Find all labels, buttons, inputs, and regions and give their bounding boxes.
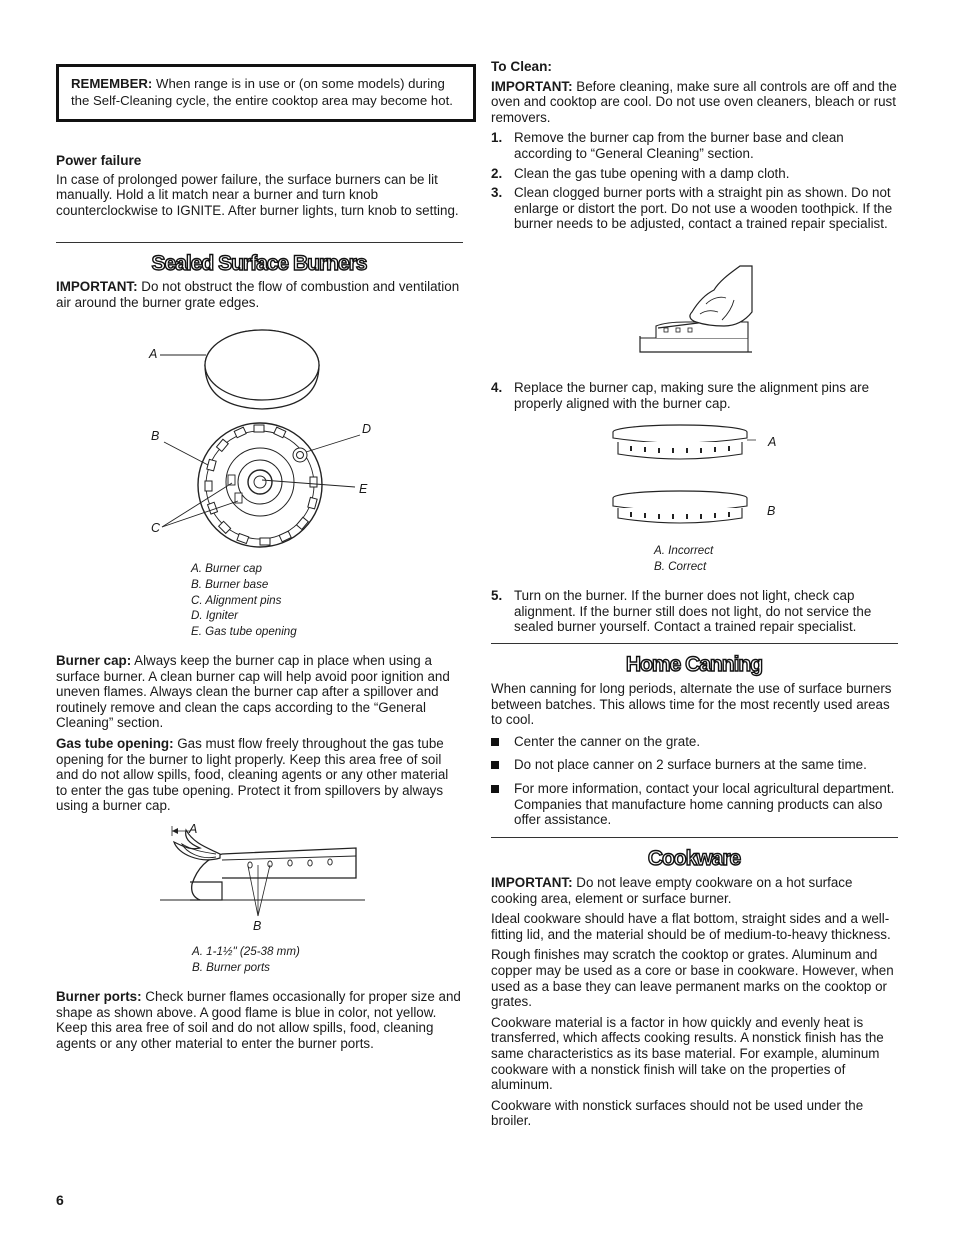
caption-alignment-pins: C. Alignment pins (191, 593, 282, 607)
list-item (491, 734, 897, 750)
cap-captions (654, 543, 854, 575)
cookware-title: Cookware (647, 847, 741, 870)
flame-label-a: A (189, 822, 198, 836)
burner-cap-paragraph (56, 653, 462, 731)
to-clean-important-text: Before cleaning, make sure all controls are off and the oven and cooktop are cool. Do not use oven cleaners, bleach or rust removers. (491, 78, 897, 125)
caption-burner-cap: A. Burner cap (191, 562, 262, 575)
fig-label-d: D (362, 422, 372, 436)
section-divider (491, 643, 898, 644)
fig-label-a: A (149, 347, 158, 361)
remember-box (56, 64, 476, 122)
remember-label: REMEMBER: (71, 76, 153, 91)
sealed-burners-title: Sealed Surface Burners (151, 252, 367, 275)
power-failure-text: In case of prolonged power failure, the surface burners can be lit manually. Hold a lit match near a burner and turn knob counterclockwise to IGNITE. After burner lights, turn knob to setting. (56, 171, 459, 218)
gas-tube-paragraph (56, 736, 462, 814)
power-failure-heading: Power failure (56, 153, 142, 168)
bullet-text: Do not place canner on 2 surface burners at the same time. (514, 757, 867, 773)
cookware-paragraph: Rough finishes may scratch the cooktop or grates. Aluminum and copper may be used as a core or base in cookware. However, when used as a base they can leave permanent marks on the cooktop or grates. (491, 947, 894, 1010)
to-clean-important-label: IMPORTANT: (491, 78, 573, 94)
step-text: Clean clogged burner ports with a straight pin as shown. Do not enlarge or distort the port. Do not use a wooden toothpick. If the burner needs to be adjusted, contact a trained repair specialist. (514, 185, 893, 232)
burner-cap-label: Burner cap: (56, 653, 132, 668)
caption-burner-base: B. Burner base (191, 577, 269, 591)
cookware-important-label: IMPORTANT: (491, 875, 573, 890)
step-item (491, 380, 897, 411)
gas-tube-text: Gas must flow freely throughout the gas tube opening for the burner to light properly. Keep this area free of soil and do not allow spills, food, cleaning agents or any other material to enter the gas tube opening. Protect it from spillovers by always using a burner cap. (56, 735, 449, 814)
fig-label-e: E (359, 482, 368, 496)
step-item (491, 588, 897, 635)
home-canning-intro: When canning for long periods, alternate the use of surface burners between batches. This allows time for the most recently used areas to cool. (491, 681, 892, 728)
step-text: Replace the burner cap, making sure the alignment pins are properly aligned with the burner cap. (514, 380, 870, 411)
bullet-text: Center the canner on the grate. (514, 733, 701, 749)
step-number: 3. (491, 185, 503, 201)
step-number: 4. (491, 380, 503, 395)
caption-incorrect: A. Incorrect (654, 544, 714, 557)
burner-ports-label: Burner ports: (56, 989, 142, 1004)
step-item (491, 185, 897, 232)
section-divider (491, 837, 898, 838)
bullet-icon (491, 761, 499, 769)
step-item (491, 166, 897, 182)
cap-label-b: B (767, 504, 776, 518)
step-number: 2. (491, 165, 503, 181)
page-number: 6 (56, 1192, 64, 1208)
to-clean-heading: To Clean: (491, 59, 552, 74)
flame-diagram (160, 824, 365, 924)
cookware-important (491, 875, 897, 906)
flame-label-b: B (253, 919, 262, 933)
list-item (491, 781, 897, 828)
step-item (491, 130, 897, 161)
burner-ports-text: Check burner flames occasionally for proper size and shape as shown above. A good flame is blue in color, not yellow. Keep this area free of soil and do not allow spills, food, cleaning agents or any other material to enter the burner ports. (56, 989, 461, 1051)
cleaning-steps-list (491, 130, 897, 232)
burner-diagram (140, 325, 380, 555)
bullet-icon (491, 785, 499, 793)
caption-gas-tube: E. Gas tube opening (191, 625, 297, 639)
step-four-block (491, 380, 897, 415)
caption-correct: B. Correct (654, 559, 707, 573)
caption-flame-height: A. 1-1½" (25-38 mm) (192, 945, 300, 958)
cap-alignment-diagram (608, 420, 756, 532)
section-divider (56, 242, 463, 243)
caption-igniter: D. Igniter (191, 609, 239, 623)
step-text: Remove the burner cap from the burner base and clean according to “General Cleaning” section. (514, 130, 844, 161)
fig-label-b: B (151, 429, 160, 443)
flame-captions (192, 944, 392, 976)
cleaning-steps-list-cont (491, 380, 897, 411)
gas-tube-label: Gas tube opening: (56, 735, 174, 751)
step-text: Clean the gas tube opening with a damp cloth. (514, 165, 790, 181)
cap-label-a: A (768, 435, 777, 449)
to-clean-important (491, 79, 897, 126)
step-five-block (491, 588, 897, 639)
home-canning-section (491, 653, 897, 836)
step-number: 5. (491, 588, 503, 603)
sealed-important-text: Do not obstruct the flow of combustion and ventilation air around the burner grate edges. (56, 279, 460, 310)
bullet-text: For more information, contact your local agricultural department. Companies that manufacture home canning products can also offer assistance. (514, 780, 895, 828)
cookware-paragraph: Ideal cookware should have a flat bottom, straight sides and a well-fitting lid, and the material should be of medium-to-heavy thickness. (491, 911, 891, 942)
burner-cap-text: Always keep the burner cap in place when using a surface burner. A clean burner cap will help avoid poor ignition and uneven flames. Always clean the burner cap after a spillover and routinely remove and clean the caps according to the “General Cleaning” section. (56, 653, 450, 731)
canning-bullets (491, 734, 897, 828)
sealed-important (56, 279, 462, 310)
fig-label-c: C (151, 521, 161, 535)
cleaning-steps-list-end (491, 588, 897, 635)
sealed-burners-section (56, 252, 462, 310)
burner-cap-paragraphs (56, 653, 462, 814)
step-number: 1. (491, 130, 503, 146)
bullet-icon (491, 738, 499, 746)
home-canning-title: Home Canning (625, 653, 763, 676)
cookware-paragraph: Cookware material is a factor in how quickly and evenly heat is transferred, which affects cooking results. A nonstick finish has the same characteristics as its base material. For example, aluminum cookware with a nonstick finish will take on the properties of aluminum. (491, 1014, 884, 1093)
caption-burner-ports: B. Burner ports (192, 960, 270, 974)
burner-captions (191, 561, 391, 640)
burner-ports-paragraph (56, 989, 462, 1051)
cookware-important-text: Do not leave empty cookware on a hot surface cooking area, element or surface burner. (491, 875, 853, 906)
pin-cleaning-diagram (636, 264, 756, 356)
step-text: Turn on the burner. If the burner does not light, check cap alignment. If the burner still does not light, do not service the sealed burner yourself. Contact a trained repair specialist. (514, 588, 872, 635)
power-failure-section (56, 153, 462, 218)
list-item (491, 757, 897, 773)
cookware-section (491, 847, 897, 1129)
sealed-important-label: IMPORTANT: (56, 279, 138, 294)
remember-text: When range is in use or (on some models) during the Self-Cleaning cycle, the entire cooktop area may become hot. (71, 76, 453, 108)
cookware-paragraph: Cookware with nonstick surfaces should not be used under the broiler. (491, 1097, 864, 1129)
burner-ports-text-block (56, 989, 462, 1051)
to-clean-section (491, 59, 897, 236)
